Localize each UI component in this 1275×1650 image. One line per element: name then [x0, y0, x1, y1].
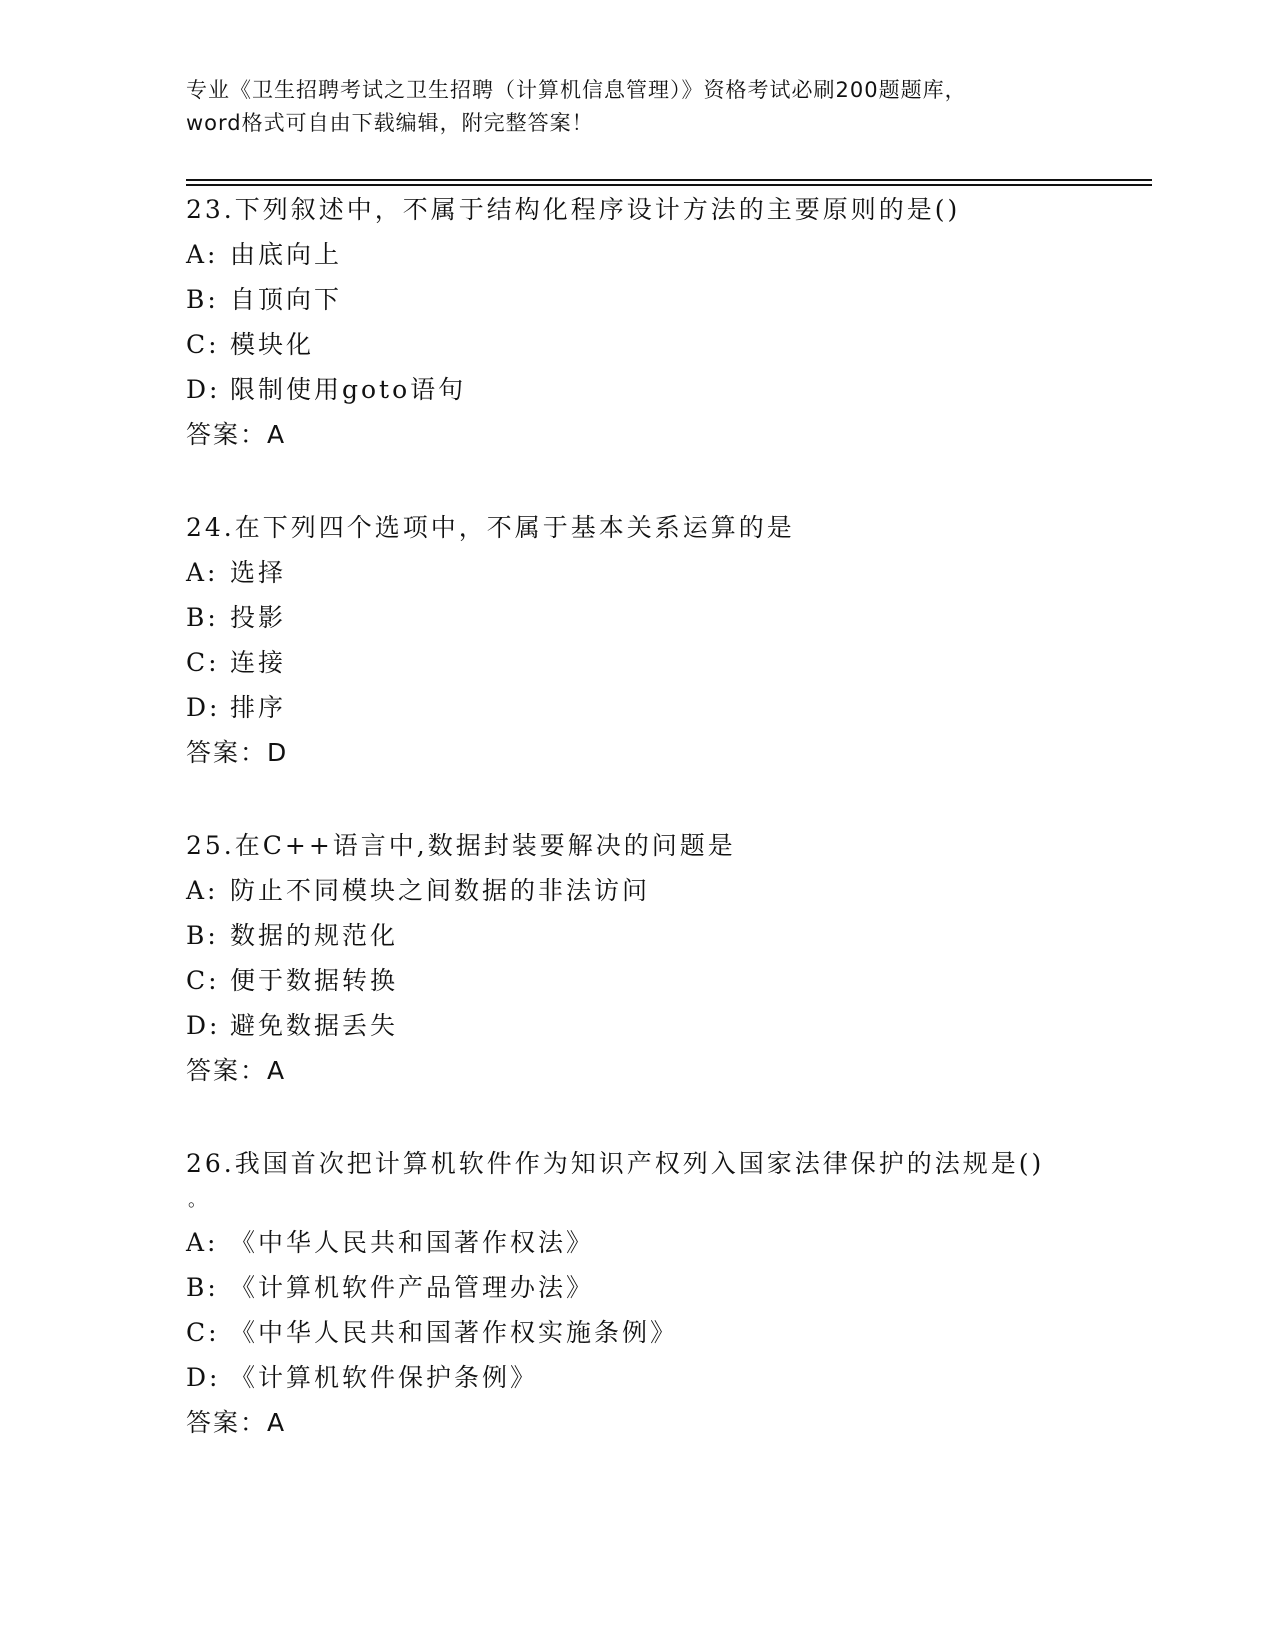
- answer-line: 答案：A: [186, 1056, 287, 1085]
- header-divider-bottom: [186, 184, 1152, 186]
- answer-line: 答案：A: [186, 420, 287, 449]
- option-text: 防止不同模块之间数据的非法访问: [230, 876, 651, 905]
- document-header: [186, 74, 1086, 140]
- answer-line: 答案：D: [186, 738, 289, 767]
- option-text: 自顶向下: [230, 285, 343, 314]
- question-24: [186, 511, 1086, 769]
- option-label: B:: [186, 603, 219, 632]
- option-label: A:: [186, 1228, 219, 1257]
- option-a: [186, 238, 1086, 271]
- answer-line: 答案：A: [186, 1408, 287, 1437]
- option-label: D:: [186, 375, 221, 404]
- question-text-continuation: 。: [188, 1190, 206, 1211]
- option-a: [186, 874, 1086, 907]
- option-label: A:: [186, 876, 219, 905]
- option-text: 《中华人民共和国著作权法》: [230, 1228, 595, 1257]
- question-text: 25.在C++语言中,数据封装要解决的问题是: [186, 831, 736, 860]
- option-text: 模块化: [230, 330, 315, 359]
- option-text: 投影: [230, 603, 287, 632]
- option-label: B:: [186, 921, 219, 950]
- option-b: [186, 601, 1086, 634]
- question-25: [186, 829, 1086, 1087]
- option-text: 选择: [230, 558, 287, 587]
- question-26: [186, 1147, 1086, 1439]
- option-text: 《计算机软件保护条例》: [230, 1363, 539, 1392]
- option-a: [186, 556, 1086, 589]
- option-label: D:: [186, 1363, 221, 1392]
- option-c: [186, 964, 1086, 997]
- option-d: [186, 373, 1086, 406]
- option-label: C:: [186, 1318, 220, 1347]
- option-text: 由底向上: [230, 240, 343, 269]
- question-text: 24.在下列四个选项中，不属于基本关系运算的是: [186, 513, 795, 542]
- header-divider-top: [186, 179, 1152, 181]
- option-label: A:: [186, 558, 219, 587]
- option-label: C:: [186, 330, 220, 359]
- option-text: 限制使用goto语句: [230, 375, 467, 404]
- option-a: [186, 1226, 1086, 1259]
- option-text: 便于数据转换: [230, 966, 399, 995]
- question-23: [186, 193, 1086, 451]
- question-text: 26.我国首次把计算机软件作为知识产权列入国家法律保护的法规是(): [186, 1149, 1045, 1178]
- option-label: C:: [186, 648, 220, 677]
- option-label: C:: [186, 966, 220, 995]
- header-line-2: word格式可自由下载编辑，附完整答案！: [186, 111, 594, 135]
- option-text: 连接: [230, 648, 287, 677]
- option-text: 《中华人民共和国著作权实施条例》: [230, 1318, 679, 1347]
- option-label: B:: [186, 285, 219, 314]
- option-b: [186, 919, 1086, 952]
- option-c: [186, 328, 1086, 361]
- option-text: 排序: [230, 693, 287, 722]
- option-c: [186, 646, 1086, 679]
- header-line-1: 专业《卫生招聘考试之卫生招聘（计算机信息管理）》资格考试必刷200题题库，: [186, 78, 967, 102]
- question-text: 23.下列叙述中，不属于结构化程序设计方法的主要原则的是(): [186, 195, 961, 224]
- option-label: A:: [186, 240, 219, 269]
- option-text: 数据的规范化: [230, 921, 399, 950]
- option-label: D:: [186, 693, 221, 722]
- option-d: [186, 1361, 1086, 1394]
- option-text: 《计算机软件产品管理办法》: [230, 1273, 595, 1302]
- option-b: [186, 1271, 1086, 1304]
- option-c: [186, 1316, 1086, 1349]
- option-b: [186, 283, 1086, 316]
- option-label: B:: [186, 1273, 219, 1302]
- option-d: [186, 1009, 1086, 1042]
- option-d: [186, 691, 1086, 724]
- option-text: 避免数据丢失: [230, 1011, 399, 1040]
- option-label: D:: [186, 1011, 221, 1040]
